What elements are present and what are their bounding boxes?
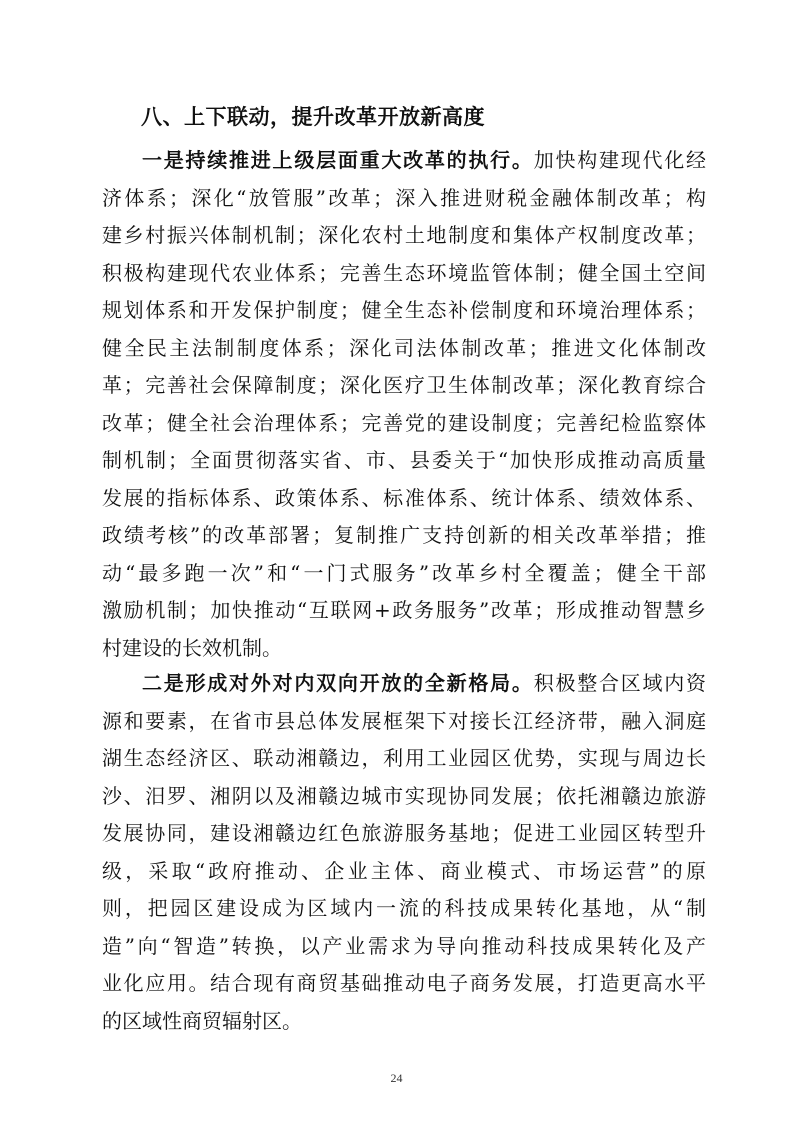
paragraph-line: 规划体系和开发保护制度；健全生态补偿制度和环境治理体系； — [102, 298, 706, 322]
paragraph-line: 二是形成对外对内双向开放的全新格局。积极整合区域内资 — [142, 671, 707, 695]
section-heading: 八、上下联动，提升改革开放新高度 — [141, 105, 485, 129]
paragraph-line: 改革；健全社会治理体系；完善党的建设制度；完善纪检监察体 — [102, 410, 706, 435]
paragraph-line: 业化应用。结合现有商贸基础推动电子商务发展，打造更高水平 — [102, 971, 706, 995]
paragraph-line: 动“最多跑一次”和“一门式服务”改革乡村全覆盖；健全干部 — [102, 560, 706, 585]
paragraph-line: 沙、汨罗、湘阴以及湘赣边城市实现协同发展；依托湘赣边旅游 — [102, 783, 706, 808]
paragraph-opening-up — [102, 665, 706, 1040]
paragraph-line: 造”向“智造”转换，以产业需求为导向推动科技成果转化及产 — [102, 933, 706, 958]
paragraph-line: 制机制；全面贯彻落实省、市、县委关于“加快形成推动高质量 — [102, 448, 706, 472]
paragraph-line: 健全民主法制制度体系；深化司法体制改革；推进文化体制改 — [102, 335, 706, 360]
paragraph-line: 积极构建现代农业体系；完善生态环境监管体制；健全国土空间 — [102, 260, 706, 285]
paragraph-line: 湖生态经济区、联动湘赣边，利用工业园区优势，实现与周边长 — [102, 746, 706, 770]
paragraph-lead: 二是形成对外对内双向开放的全新格局。 — [142, 671, 534, 695]
paragraph-reform-execution — [102, 142, 706, 667]
paragraph-line: 的区域性商贸辐射区。 — [102, 1008, 302, 1033]
paragraph-line: 革；完善社会保障制度；深化医疗卫生体制改革；深化教育综合 — [102, 373, 706, 397]
paragraph-line: 则，把园区建设成为区域内一流的科技成果转化基地，从“制 — [102, 896, 706, 920]
paragraph-line: 建乡村振兴体制机制；深化农村土地制度和集体产权制度改革； — [102, 223, 706, 247]
paragraph-line: 发展协同，建设湘赣边红色旅游服务基地；促进工业园区转型升 — [102, 821, 706, 845]
paragraph-line: 村建设的长效机制。 — [102, 635, 282, 660]
paragraph-line: 一是持续推进上级层面重大改革的执行。加快构建现代化经 — [142, 148, 707, 172]
page-number: 24 — [390, 1071, 403, 1085]
paragraph-line: 济体系；深化“放管服”改革；深入推进财税金融体制改革；构 — [102, 185, 706, 210]
paragraph-line: 激励机制；加快推动“互联网+政务服务”改革；形成推动智慧乡 — [102, 598, 706, 622]
paragraph-line: 级，采取“政府推动、企业主体、商业模式、市场运营”的原 — [102, 858, 706, 883]
paragraph-line: 源和要素，在省市县总体发展框架下对接长江经济带，融入洞庭 — [102, 708, 706, 733]
paragraph-lead: 一是持续推进上级层面重大改革的执行。 — [142, 148, 534, 172]
paragraph-line: 发展的指标体系、政策体系、标准体系、统计体系、绩效体系、 — [102, 485, 706, 510]
paragraph-line: 政绩考核”的改革部署；复制推广支持创新的相关改革举措；推 — [102, 523, 706, 547]
